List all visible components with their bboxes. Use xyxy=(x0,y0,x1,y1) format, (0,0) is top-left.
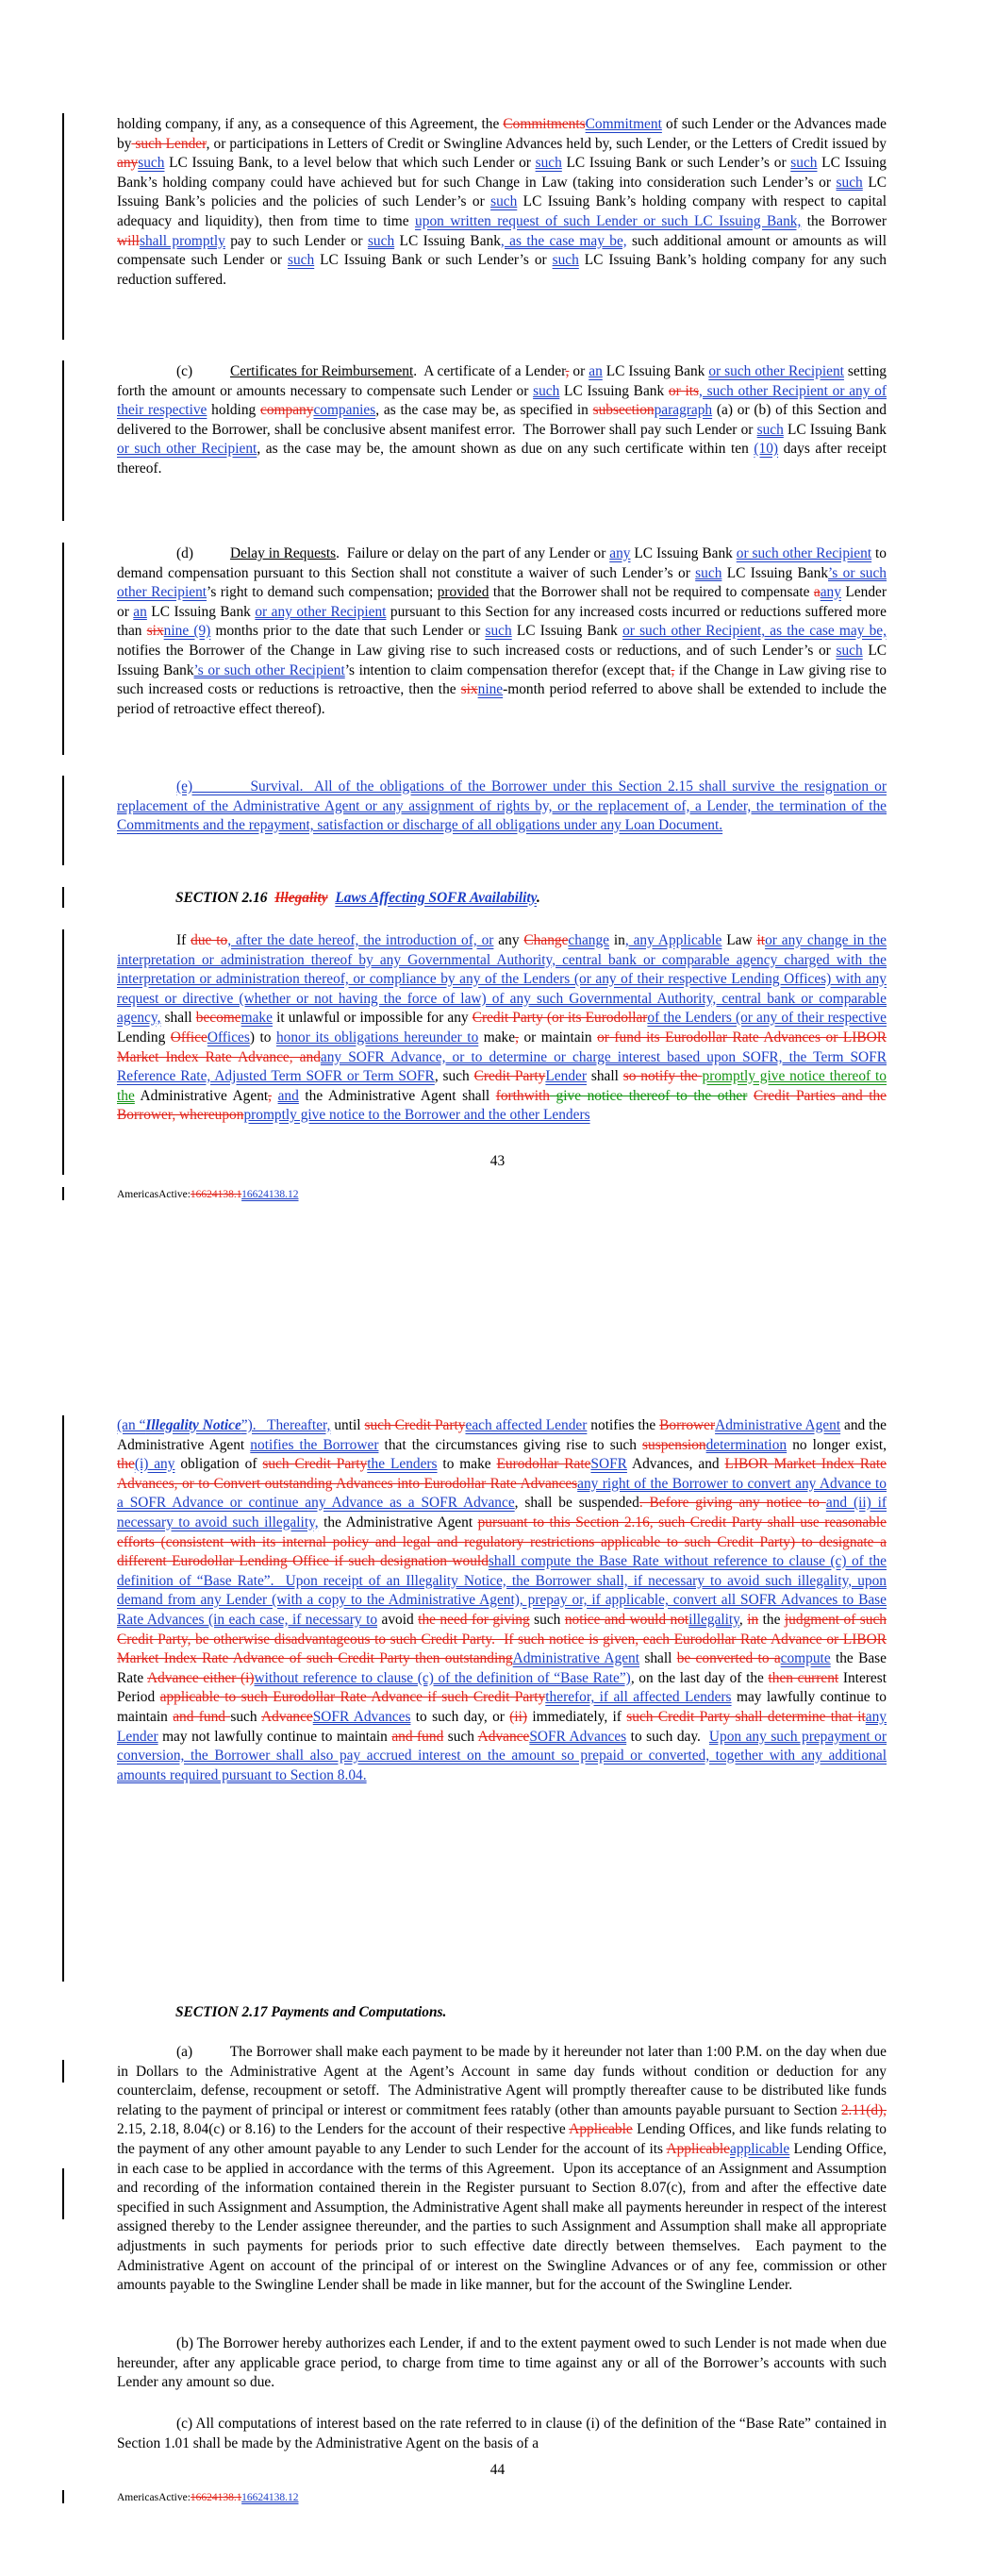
page-number: 44 xyxy=(489,2462,506,2478)
page-number: 43 xyxy=(489,1153,506,1169)
paragraph-charge-accounts: (b) The Borrower hereby authorizes each Lender, if and to the extent payment owed to such Lender is not made when due hereunder, after any applicable grace period, to charge from time to time against any or all of the Borrower’s accounts with such Lender any amount so due. xyxy=(117,2335,887,2391)
change-bar xyxy=(62,543,64,755)
section-heading-2-17: SECTION 2.17 Payments and Computations. xyxy=(175,2004,447,2020)
change-bar xyxy=(62,360,64,521)
page-43 xyxy=(0,0,995,1264)
paragraph-certificates-for-reimbursement: (c) Certificates for Reimbursement. A certificate of a Lender, or an LC Issuing Bank or such other Recipient setting forth the amount or amounts necessary to compensate such Lender or such LC Issuing Bank or its, such other Recipient or any of their respective holding companycompanies, as the case may be, as specified in subsectionparagraph (a) or (b) of this Section and delivered to the Borrower, shall be conclusive absent manifest error. The Borrower shall pay such Lender or such LC Issuing Bank or such other Recipient, as the case may be, the amount shown as due on any such certificate within ten (10) days after receipt thereof. xyxy=(117,363,887,477)
change-bar xyxy=(62,1187,64,1200)
footer-doc-id xyxy=(117,1188,299,1201)
paragraph-computations: (c) All computations of interest based on the rate referred to in clause (i) of the definition of the “Base Rate” contained in Section 1.01 shall be made by the Administrative Agent on the basis of a xyxy=(117,2416,887,2451)
page-44 xyxy=(0,1300,995,2576)
change-bar xyxy=(62,2490,64,2503)
change-bar xyxy=(62,1415,64,1982)
change-bar xyxy=(62,887,64,908)
change-bar xyxy=(62,113,64,340)
paragraph-illegality: If due to, after the date hereof, the introduction of, or any Changechange in, any Applicable Law itor any change in the interpretation or administration thereof by any Governmental Authority, central bank or comparable agency charged with the interpretation or administration thereof, or compliance by any of the Lenders (or any of their respective Lending Offices) with any request or directive (whether or not having the force of law) of any such Governmental Authority, central bank or comparable agency, shall becomemake it unlawful or impossible for any Credit Party (or its Eurodollarof the Lenders (or any of their respective Lending OfficeOffices) to honor its obligations hereunder to make, or maintain or fund its Eurodollar Rate Advances or LIBOR Market Index Rate Advance, andany SOFR Advance, or to determine or charge interest based upon SOFR, the Term SOFR Reference Rate, Adjusted Term SOFR or Term SOFR, such Credit PartyLender shall so notify the promptly give notice thereof to the Administrative Agent, and the Administrative Agent shall forthwith give notice thereof to the other Credit Parties and the Borrower, whereuponpromptly give notice to the Borrower and the other Lenders xyxy=(117,932,887,1124)
paragraph-delay-in-requests: (d) Delay in Requests. Failure or delay on the part of any Lender or any LC Issuing Bank or such other Recipient to demand compensation pursuant to this Section shall not constitute a waiver of such Lender’s or such LC Issuing Bank’s or such other Recipient’s right to demand such compensation; provided that the Borrower shall not be required to compensate aany Lender or an LC Issuing Bank or any other Recipient pursuant to this Section for any increased costs incurred or reductions suffered more than sixnine (9) months prior to the date that such Lender or such LC Issuing Bank or such other Recipient, as the case may be, notifies the Borrower of the Change in Law giving rise to such increased costs or reductions, and of such Lender’s or such LC Issuing Bank’s or such other Recipient’s intention to claim compensation therefor (except that, if the Change in Law giving rise to such increased costs or reductions is retroactive, then the sixnine-month period referred to above shall be extended to include the period of retroactive effect thereof). xyxy=(117,545,887,717)
footer-old-version: 16624138.1 xyxy=(190,1189,242,1200)
page-break xyxy=(0,1264,995,1300)
section-heading-2-16: SECTION 2.16 Illegality Laws Affecting SOFR Availability. xyxy=(175,890,540,906)
change-bar xyxy=(62,2168,64,2219)
footer-label: AmericasActive: xyxy=(117,1189,191,1200)
change-bar xyxy=(62,776,64,865)
change-bar xyxy=(62,2060,64,2083)
footer-doc-id xyxy=(117,2491,299,2504)
paragraph-capital-requirements-cont: holding company, if any, as a consequence of this Agreement, the CommitmentsCommitment of such Lender or the Advances made by such Lender, or participations in Letters of Credit or Swingline Advances held by, such Lender, or the Letters of Credit issued by anysuch LC Issuing Bank, to a level below that which such Lender or such LC Issuing Bank or such Lender’s or such LC Issuing Bank’s holding company could have achieved but for such Change in Law (taking into consideration such Lender’s or such LC Issuing Bank’s policies and the policies of such Lender’s or such LC Issuing Bank’s holding company with respect to capital adequacy and liquidity), then from time to time upon written request of such Lender or such LC Issuing Bank, the Borrower willshall promptly pay to such Lender or such LC Issuing Bank, as the case may be, such additional amount or amounts as will compensate such Lender or such LC Issuing Bank or such Lender’s or such LC Issuing Bank’s holding company for any such reduction suffered. xyxy=(117,116,887,288)
footer-new-version: 16624138.12 xyxy=(241,2492,299,2503)
paragraph-payments: (a) The Borrower shall make each payment to be made by it hereunder not later than 1:00 P.M. on the day when due in Dollars to the Administrative Agent at the Agent’s Account in same day funds without condition or deduction for any counterclaim, defense, recoupment or setoff. The Administrative Agent will promptly thereafter cause to be distributed like funds relating to the payment of principal or interest or commitment fees ratably (other than amounts payable pursuant to Section 2.11(d), 2.15, 2.18, 8.04(c) or 8.16) to the Lenders for the account of their respective Applicable Lending Offices, and like funds relating to the payment of any other amount payable to any Lender to such Lender for the account of its Applicableapplicable Lending Office, in each case to be applied in accordance with the terms of this Agreement. Upon its acceptance of an Assignment and Assumption and recording of the information contained therein in the Register pursuant to Section 8.07(c), from and after the effective date specified in such Assignment and Assumption, the Administrative Agent shall make all payments hereunder in respect of the interest assigned thereby to the Lender assignee thereunder, and the parties to such Assignment and Assumption shall make all appropriate adjustments in such payments for periods prior to such effective date directly between themselves. Each payment to the Administrative Agent on account of the principal of or interest on the Swingline Advances or of any fee, commission or other amounts payable to the Swingline Lender shall be made in like manner, but for the account of the Swingline Lender. xyxy=(117,2044,887,2294)
footer-label: AmericasActive: xyxy=(117,2492,191,2503)
footer-old-version: 16624138.1 xyxy=(190,2492,242,2503)
footer-new-version: 16624138.12 xyxy=(241,1189,299,1200)
paragraph-illegality-cont: (an “Illegality Notice”). Thereafter, until such Credit Partyeach affected Lender notifies the BorrowerAdministrative Agent and the Administrative Agent notifies the Borrower that the circumstances giving rise to such suspensiondetermination no longer exist, the(i) any obligation of such Credit Partythe Lenders to make Eurodollar RateSOFR Advances, and LIBOR Market Index Rate Advances, or to Convert outstanding Advances into Eurodollar Rate Advancesany right of the Borrower to convert any Advance to a SOFR Advance or continue any Advance as a SOFR Advance, shall be suspended. Before giving any notice to and (ii) if necessary to avoid such illegality, the Administrative Agent pursuant to this Section 2.16, such Credit Party shall use reasonable efforts (consistent with its internal policy and legal and regulatory restrictions applicable to such Credit Party) to designate a different Eurodollar Lending Office if such designation wouldshall compute the Base Rate without reference to clause (c) of the definition of “Base Rate”. Upon receipt of an Illegality Notice, the Borrower shall, if necessary to avoid such illegality, upon demand from any Lender (with a copy to the Administrative Agent), prepay or, if applicable, convert all SOFR Advances to Base Rate Advances (in each case, if necessary to avoid the need for giving such notice and would notillegality, in the judgment of such Credit Party, be otherwise disadvantageous to such Credit Party. If such notice is given, each Eurodollar Rate Advance or LIBOR Market Index Rate Advance of such Credit Party then outstandingAdministrative Agent shall be converted to acompute the Base Rate Advance either (i)without reference to clause (c) of the definition of “Base Rate”), on the last day of the then current Interest Period applicable to such Eurodollar Rate Advance if such Credit Partytherefor, if all affected Lenders may lawfully continue to maintain and fund such AdvanceSOFR Advances to such day, or (ii) immediately, if such Credit Party shall determine that itany Lender may not lawfully continue to maintain and fund such AdvanceSOFR Advances to such day. Upon any such prepayment or conversion, the Borrower shall also pay accrued interest on the amount so prepaid or converted, together with any additional amounts required pursuant to Section 8.04. xyxy=(117,1417,887,1783)
change-bar xyxy=(62,929,64,1175)
paragraph-survival: (e) Survival. All of the obligations of the Borrower under this Section 2.15 shall survive the resignation or replacement of the Administrative Agent or any assignment of rights by, or the replacement of, a Lender, the termination of the Commitments and the repayment, satisfaction or discharge of all obligations under any Loan Document. xyxy=(117,778,887,834)
